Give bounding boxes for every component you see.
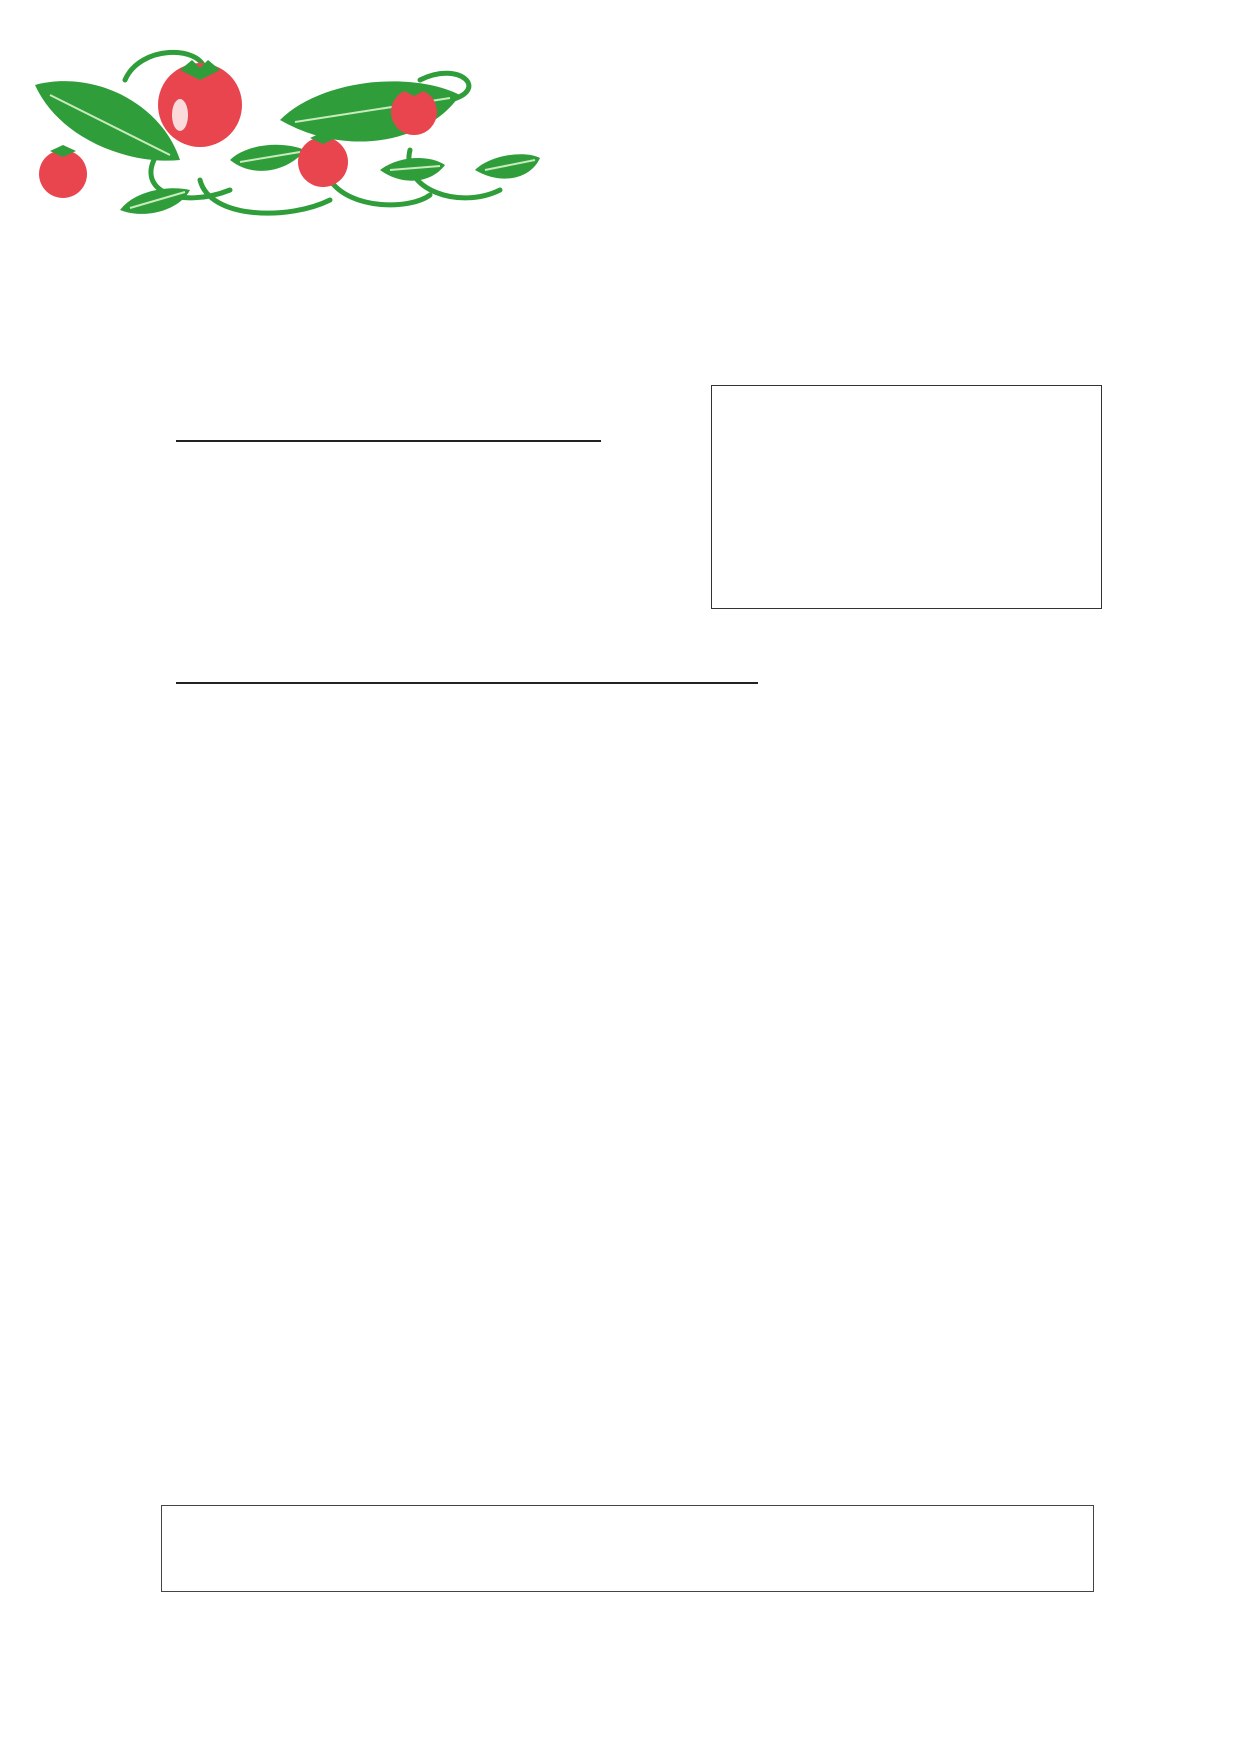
- green-tomato-row-top: [580, 70, 1160, 130]
- sender-info-box: [711, 385, 1102, 609]
- tomato-vine-illustration: [30, 40, 570, 230]
- notes-box[interactable]: [161, 1505, 1094, 1592]
- amount-underline: [176, 682, 758, 684]
- tomato-row-bottom: [45, 1655, 1205, 1715]
- recipient-underline: [176, 440, 601, 442]
